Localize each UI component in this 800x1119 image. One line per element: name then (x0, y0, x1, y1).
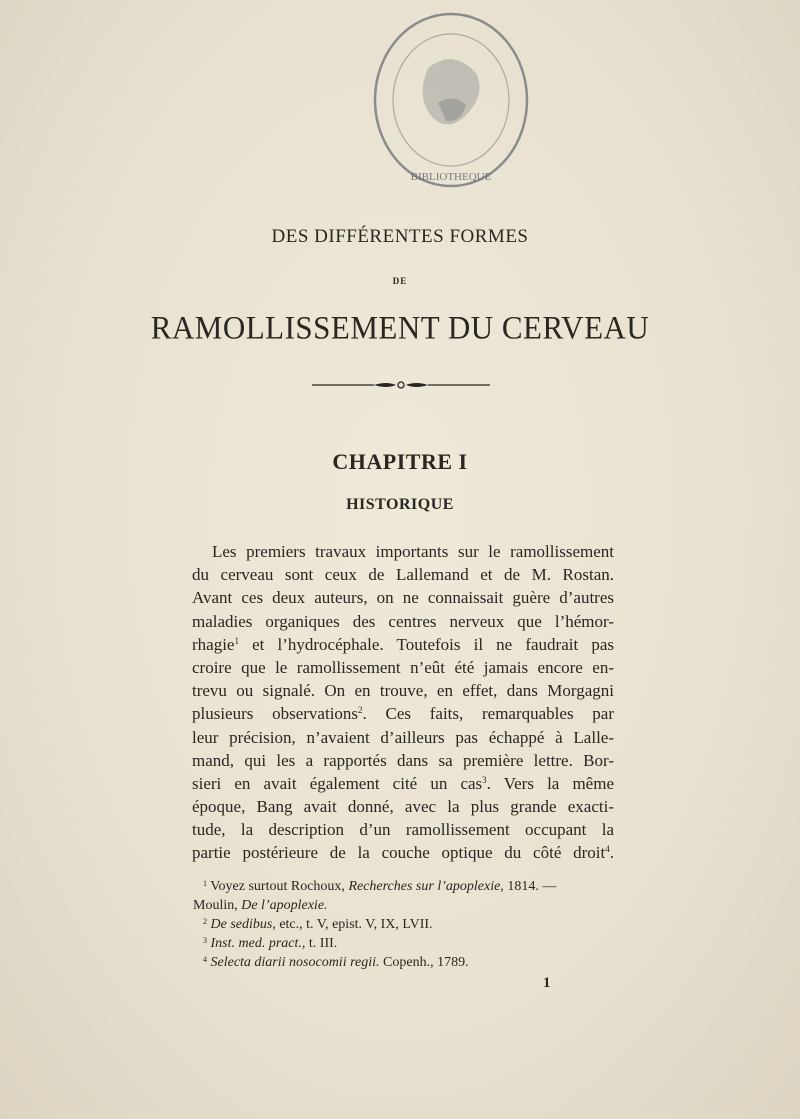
footnote-title: Recherches sur l’apoplexie, (348, 879, 504, 894)
body-line (192, 586, 614, 609)
footnote-title: Inst. med. pract., (210, 936, 306, 951)
footnote (193, 915, 533, 934)
body-line (192, 540, 614, 563)
body-line-text: . Ces faits, remarquables par (362, 704, 614, 724)
stamp-caption: BIBLIOTHEQUE (410, 171, 492, 183)
body-line (192, 795, 614, 818)
body-line-text: plusieurs observations (192, 704, 359, 724)
body-line (192, 749, 614, 772)
footnote (193, 896, 533, 915)
body-line-text: du cerveau sont ceux de Lallemand et de M. Rostan. (192, 565, 614, 585)
body-line (192, 818, 614, 841)
chapter-heading: HISTORIQUE (346, 496, 454, 513)
body-line (192, 702, 614, 725)
body-line-text: époque, Bang avait donné, avec la plus grande exacti- (192, 797, 614, 817)
footnote (193, 877, 557, 896)
footnote-mark: 3 (203, 936, 207, 945)
body-line (192, 679, 614, 702)
footnote-ref: 3 (482, 774, 487, 785)
footnotes (193, 877, 557, 972)
body-line-text: . Vers la même (486, 773, 614, 793)
body-line-text: sieri en avait également cité un cas (192, 773, 483, 793)
body-line (192, 726, 614, 749)
footnote-text: 1814. — (503, 879, 557, 894)
page-number: 1 (543, 975, 551, 991)
body-line (192, 633, 614, 656)
body-line-text: Avant ces deux auteurs, on ne connaissait guère d’autres (192, 588, 614, 608)
footnote-mark: 4 (203, 955, 207, 964)
body-line-text: et l’hydrocéphale. Toutefois il ne faudrait pas (238, 634, 614, 654)
footnote (193, 934, 533, 953)
body-line-text: mand, qui les a rapportés dans sa première lettre. Bor- (192, 750, 614, 770)
title-connector: DE (392, 276, 408, 286)
footnote-mark: 2 (203, 917, 207, 926)
footnote-ref: 4 (605, 844, 610, 855)
body-line (192, 772, 614, 795)
footnote-text: Voyez surtout Rochoux, (210, 879, 349, 894)
footnote-text: etc., t. V, epist. V, IX, LVII. (275, 917, 433, 932)
body-line (192, 656, 614, 679)
footnote-text: t. III. (305, 936, 338, 951)
main-title: RAMOLLISSEMENT DU CERVEAU (150, 309, 650, 346)
body-line-text: trevu ou signalé. On en trouve, en effet, dans Morgagni (192, 681, 614, 701)
footnote-mark: 1 (203, 879, 207, 888)
body-line (192, 841, 614, 864)
footnote-title: De sedibus, (210, 917, 276, 932)
footnote (193, 953, 533, 972)
footnote-text: Copenh., 1789. (379, 955, 469, 970)
library-stamp (368, 8, 534, 198)
body-line-text: . (609, 843, 614, 863)
footnote-title: Selecta diarii nosocomii regii. (210, 955, 380, 970)
body-line-text: rhagie (192, 634, 235, 654)
body-line-text: croire que le ramollissement n’eût été jamais encore en- (192, 657, 614, 677)
chapter-number: CHAPITRE I (332, 449, 468, 474)
footnote-title: De l’apoplexie. (241, 898, 328, 913)
body-line (192, 610, 614, 633)
ornament-divider (312, 378, 490, 392)
body-text (192, 540, 614, 865)
body-line (192, 563, 614, 586)
body-line-text: tude, la description d’un ramollissement occupant la (192, 820, 614, 840)
footnote-ref: 1 (234, 635, 239, 646)
footnote-ref: 2 (358, 705, 363, 716)
body-line-text: leur précision, n’avaient d’ailleurs pas échappé à Lalle- (192, 727, 614, 747)
body-line-text: partie postérieure de la couche optique du côté droit (192, 843, 606, 863)
footnote-text: Moulin, (193, 898, 242, 913)
body-line-text: maladies organiques des centres nerveux que l’hémor- (192, 611, 614, 631)
body-line-text: Les premiers travaux importants sur le ramollissement (212, 542, 614, 561)
pre-title: DES DIFFÉRENTES FORMES (271, 226, 529, 247)
